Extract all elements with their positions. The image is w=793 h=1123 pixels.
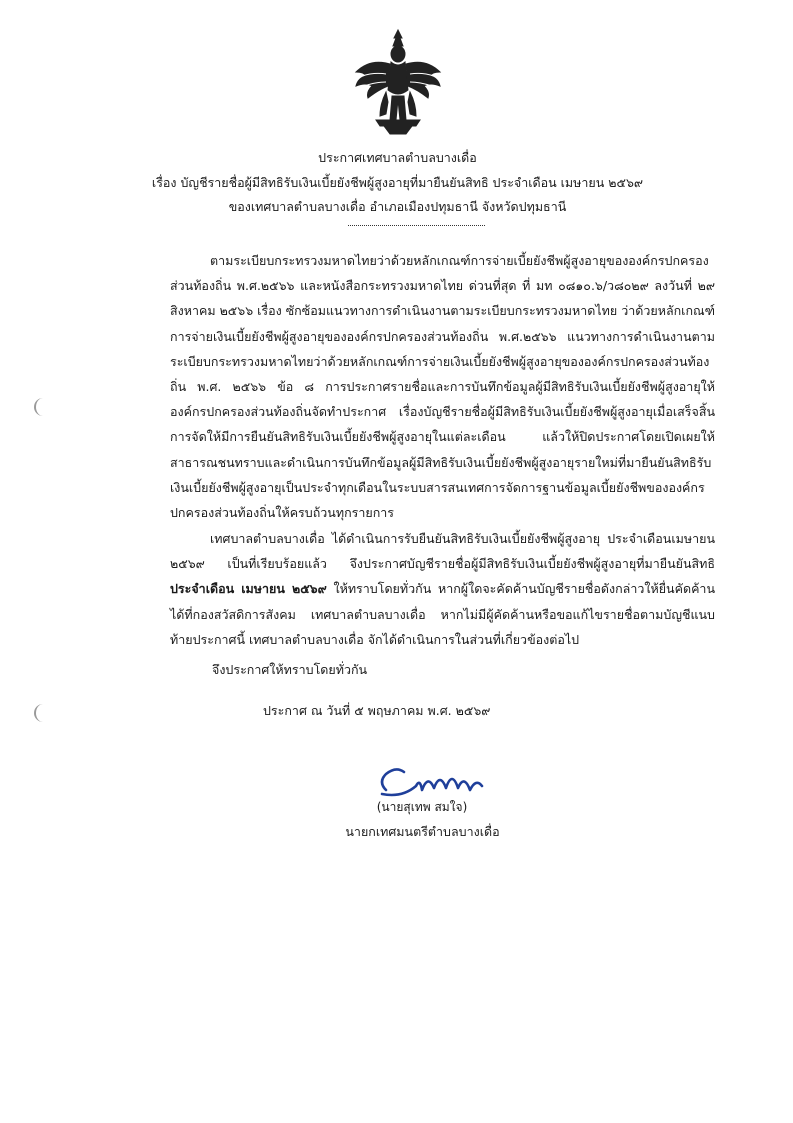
handwritten-signature (372, 760, 492, 800)
announcement-issuer: ของเทศบาลตำบลบางเดื่อ อำเภอเมืองปทุมธานี จังหวัดปทุมธานี (228, 199, 567, 214)
paragraph-2-bold-month: ประจำเดือน เมษายน ๒๕๖๙ (170, 581, 327, 597)
paragraph-2-text-a: เทศบาลตำบลบางเดื่อ ได้ดำเนินการรับยืนยันสิทธิรับเงินเบี้ยยังชีพผู้สูงอายุ ประจำเดือนเมษายน ๒๕๖๙ เป็นที่เรียบร้อยแล้ว จึงประกาศบัญชีรายชื่อผู้มีสิทธิรับเงินเบี้ยยังชีพผู้สูงอายุที่มายืนยันสิทธิ (170, 531, 715, 572)
announcement-subject: เรื่อง บัญชีรายชื่อผู้มีสิทธิรับเงินเบี้ยยังชีพผู้สูงอายุที่มายืนยันสิทธิ ประจำเดือน เมษายน ๒๕๖๙ (151, 175, 644, 190)
body-paragraph-2 (170, 526, 715, 652)
dotted-divider (348, 225, 485, 226)
signer-position: นายกเทศมนตรีตำบลบางเดื่อ (345, 824, 500, 839)
closing-line: จึงประกาศให้ทราบโดยทั่วกัน (212, 662, 368, 677)
paragraph-2-text-b: ให้ทราบโดยทั่วกัน หากผู้ใดจะคัดค้านบัญชีรายชื่อดังกล่าวให้ยื่นคัดค้านได้ที่กองสวัสดิการสังคม เทศบาลตำบลบางเดื่อ หากไม่มีผู้คัดค้านหรือขอแก้ไขรายชื่อตามบัญชีแนบท้ายประกาศนี้ เทศบาลตำบลบางเดื่อ จักได้ดำเนินการในส่วนที่เกี่ยวข้องต่อไป (170, 581, 715, 647)
punch-hole-mark (34, 398, 46, 416)
announcement-heading: ประกาศเทศบาลตำบลบางเดื่อ (318, 150, 477, 165)
signer-name: (นายสุเทพ สมใจ) (376, 800, 468, 814)
garuda-emblem-icon (350, 28, 446, 138)
punch-hole-mark (34, 704, 46, 722)
body-paragraph-1: ตามระเบียบกระทรวงมหาดไทยว่าด้วยหลักเกณฑ์การจ่ายเบี้ยยังชีพผู้สูงอายุขององค์กรปกครองส่วนท้องถิ่น พ.ศ.๒๕๖๖ และหนังสือกระทรวงมหาดไทย ด่วนที่สุด ที่ มท ๐๘๑๐.๖/ว๘๐๒๙ ลงวันที่ ๒๙ สิงหาคม ๒๕๖๖ เรื่อง ซักซ้อมแนวทางการดำเนินงานตามระเบียบกระทรวงมหาดไทย ว่าด้วยหลักเกณฑ์การจ่ายเงินเบี้ยยังชีพผู้สูงอายุขององค์กรปกครองส่วนท้องถิ่น พ.ศ.๒๕๖๖ แนวทางการดำเนินงานตามระเบียบกระทรวงมหาดไทยว่าด้วยหลักเกณฑ์การจ่ายเงินเบี้ยยังชีพผู้สูงอายุขององค์กรปกครองส่วนท้องถิ่น พ.ศ. ๒๕๖๖ ข้อ ๘ การประกาศรายชื่อและการบันทึกข้อมูลผู้มีสิทธิรับเงินเบี้ยยังชีพผู้สูงอายุให้องค์กรปกครองส่วนท้องถิ่นจัดทำประกาศ เรื่องบัญชีรายชื่อผู้มีสิทธิรับเงินเบี้ยยังชีพผู้สูงอายุเมื่อเสร็จสิ้นการจัดให้มีการยืนยันสิทธิรับเงินเบี้ยยังชีพผู้สูงอายุในแต่ละเดือน แล้วให้ปิดประกาศโดยเปิดเผยให้สาธารณชนทราบและดำเนินการบันทึกข้อมูลผู้มีสิทธิรับเงินเบี้ยยังชีพผู้สูงอายุรายใหม่ที่มายืนยันสิทธิรับเงินเบี้ยยังชีพผู้สูงอายุเป็นประจำทุกเดือนในระบบสารสนเทศการจัดการฐานข้อมูลเบี้ยยังชีพขององค์กรปกครองส่วนท้องถิ่นให้ครบถ้วนทุกรายการ (170, 253, 715, 521)
announcement-date: ประกาศ ณ วันที่ ๕ พฤษภาคม พ.ศ. ๒๕๖๙ (263, 703, 491, 718)
